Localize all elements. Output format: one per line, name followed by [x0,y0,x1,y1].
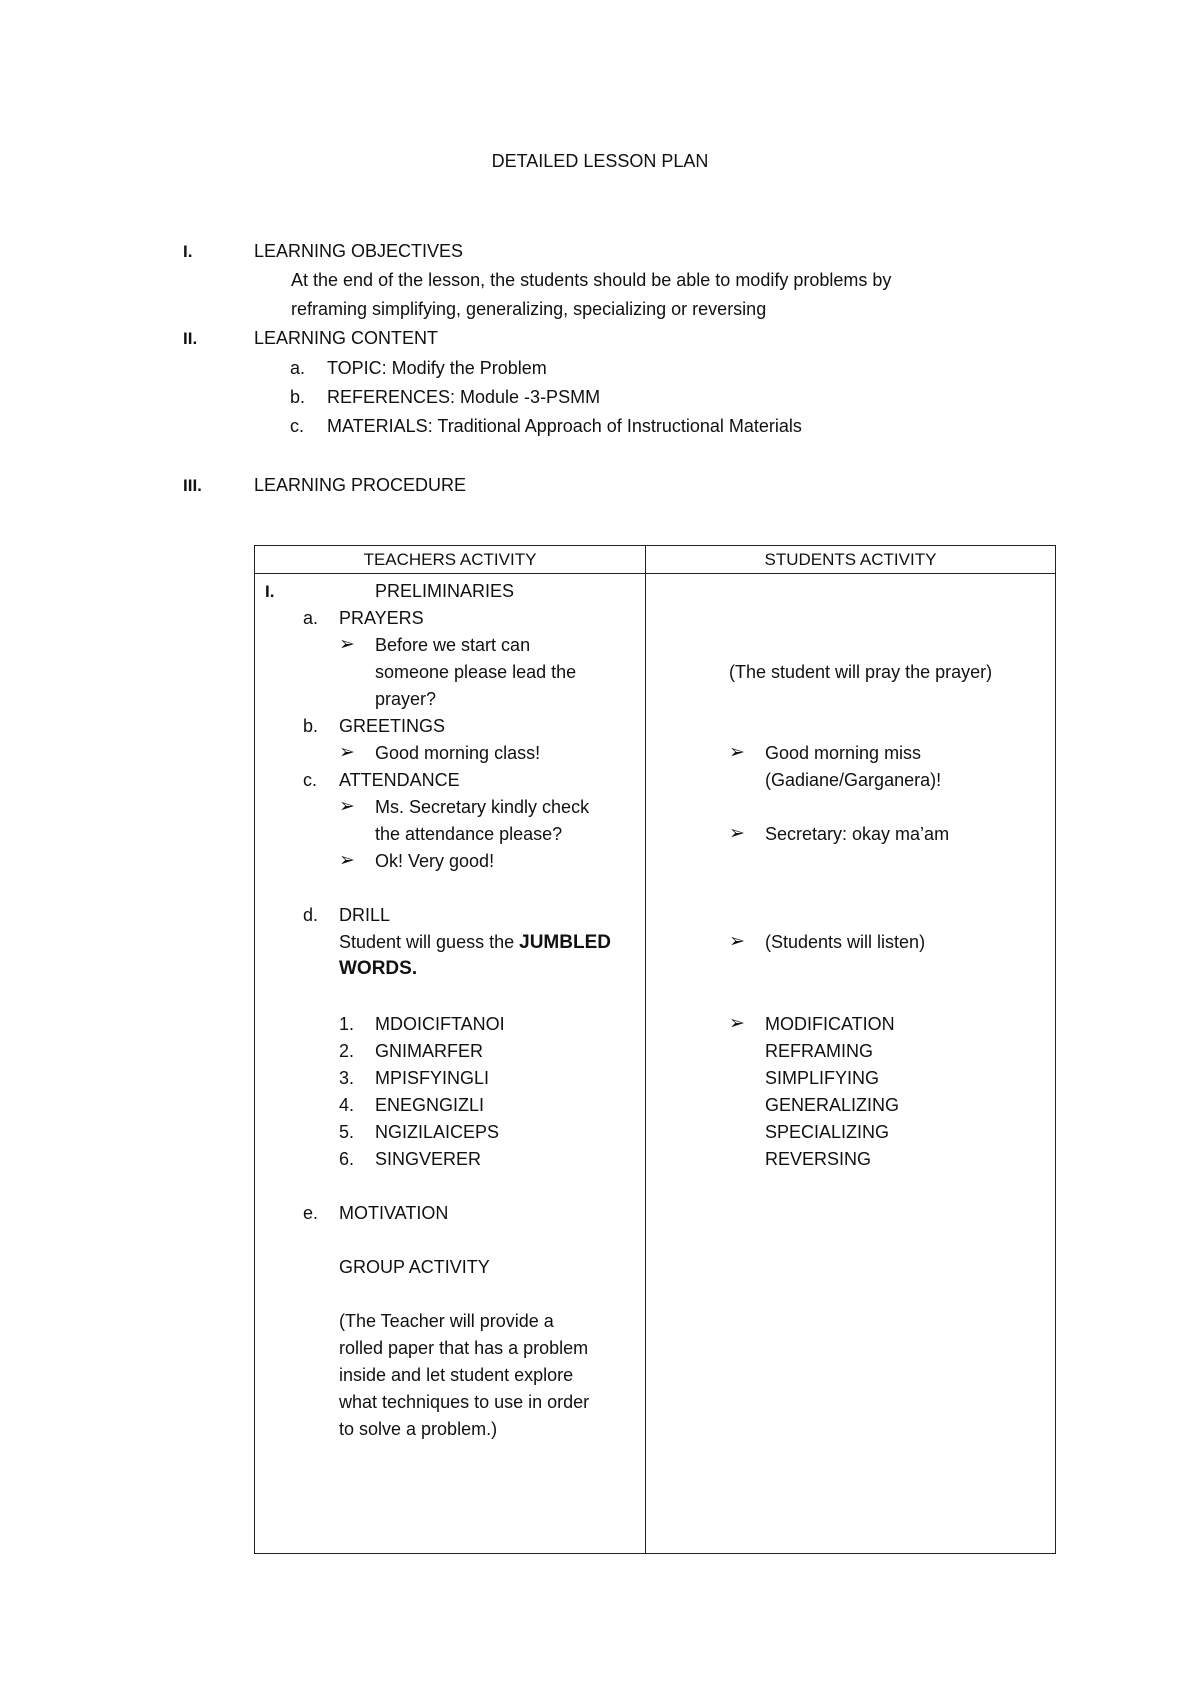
motivation-line-5: to solve a problem.) [339,1419,498,1439]
preliminaries-numeral: I. [265,582,275,601]
jumbled-number: 2. [339,1041,355,1061]
bullet-arrow-icon: ➢ [339,741,355,763]
section-1-numeral: I. [183,242,193,261]
motivation-line-1: (The Teacher will provide a [339,1311,554,1331]
student-listen-response: (Students will listen) [765,932,926,952]
preliminaries-heading: PRELIMINARIES [375,581,515,601]
answer-word: REFRAMING [765,1041,873,1061]
motivation-line-4: what techniques to use in order [339,1392,590,1412]
prayers-line-1: Before we start can [375,635,531,655]
table-body-row [255,574,1056,1554]
content-item-materials: MATERIALS: Traditional Approach of Instructional Materials [327,416,802,436]
section-1-title: LEARNING OBJECTIVES [254,241,464,261]
jumbled-number: 3. [339,1068,355,1088]
motivation-label: MOTIVATION [339,1203,449,1223]
attendance-line-2: the attendance please? [375,824,563,844]
student-activity-cell [646,574,1056,1554]
jumbled-word: SINGVERER [375,1149,482,1169]
bullet-arrow-icon: ➢ [339,633,355,655]
objectives-line-1: At the end of the lesson, the students should be able to modify problems by [291,270,892,290]
jumbled-number: 5. [339,1122,355,1142]
jumbled-word: MDOICIFTANOI [375,1014,505,1034]
objectives-line-2: reframing simplifying, generalizing, specializing or reversing [291,299,767,319]
bullet-arrow-icon: ➢ [339,849,355,871]
jumbled-word: ENEGNGIZLI [375,1095,485,1115]
answer-word: SIMPLIFYING [765,1068,880,1088]
greetings-letter: b. [303,716,319,736]
jumbled-number: 6. [339,1149,355,1169]
bullet-arrow-icon: ➢ [729,1012,745,1034]
motivation-line-2: rolled paper that has a problem [339,1338,589,1358]
document-title: DETAILED LESSON PLAN [491,151,709,171]
bullet-arrow-icon: ➢ [339,795,355,817]
group-activity-label: GROUP ACTIVITY [339,1257,490,1277]
student-pray-response: (The student will pray the prayer) [729,662,993,682]
attendance-letter: c. [303,770,318,790]
student-greeting-line-2: (Gadiane/Garganera)! [765,770,942,790]
bullet-arrow-icon: ➢ [729,741,745,763]
drill-instruction-bold: JUMBLED [519,932,611,953]
procedure-table [254,545,1056,1554]
content-item-references: REFERENCES: Module -3-PSMM [327,387,601,407]
drill-label: DRILL [339,905,391,925]
content-item-topic: TOPIC: Modify the Problem [327,358,547,378]
student-greeting-line-1: Good morning miss [765,743,922,763]
content-item-b-letter: b. [290,387,306,407]
jumbled-number: 1. [339,1014,355,1034]
section-2-numeral: II. [183,329,198,348]
content-item-c-letter: c. [290,416,305,436]
bullet-arrow-icon: ➢ [729,822,745,844]
jumbled-word: NGIZILAICEPS [375,1122,500,1142]
answer-word: GENERALIZING [765,1095,900,1115]
table-header-row [255,546,1056,574]
answer-word: SPECIALIZING [765,1122,890,1142]
jumbled-word: GNIMARFER [375,1041,483,1061]
answer-word: MODIFICATION [765,1014,895,1034]
bullet-arrow-icon: ➢ [729,930,745,952]
content-item-a-letter: a. [290,358,306,378]
teacher-activity-cell [255,574,646,1554]
prayers-letter: a. [303,608,319,628]
jumbled-number: 4. [339,1095,355,1115]
attendance-line-3: Ok! Very good! [375,851,495,871]
section-3-title: LEARNING PROCEDURE [254,475,467,495]
drill-instruction [339,933,611,952]
section-2-title: LEARNING CONTENT [254,328,439,348]
student-secretary-response: Secretary: okay ma’am [765,824,950,844]
prayers-line-2: someone please lead the [375,662,577,682]
attendance-line-1: Ms. Secretary kindly check [375,797,590,817]
greetings-label: GREETINGS [339,716,446,736]
section-3-numeral: III. [183,476,202,495]
greetings-line: Good morning class! [375,743,541,763]
motivation-line-3: inside and let student explore [339,1365,574,1385]
drill-letter: d. [303,905,319,925]
drill-instruction-bold-2: WORDS. [339,958,418,979]
attendance-label: ATTENDANCE [339,770,460,790]
drill-instruction-text: Student will guess the [339,932,515,952]
jumbled-word: MPISFYINGLI [375,1068,490,1088]
prayers-line-3: prayer? [375,689,437,709]
students-activity-header: STUDENTS ACTIVITY [646,546,1056,574]
answer-word: REVERSING [765,1149,872,1169]
teachers-activity-header: TEACHERS ACTIVITY [255,546,646,574]
motivation-letter: e. [303,1203,319,1223]
prayers-label: PRAYERS [339,608,424,628]
